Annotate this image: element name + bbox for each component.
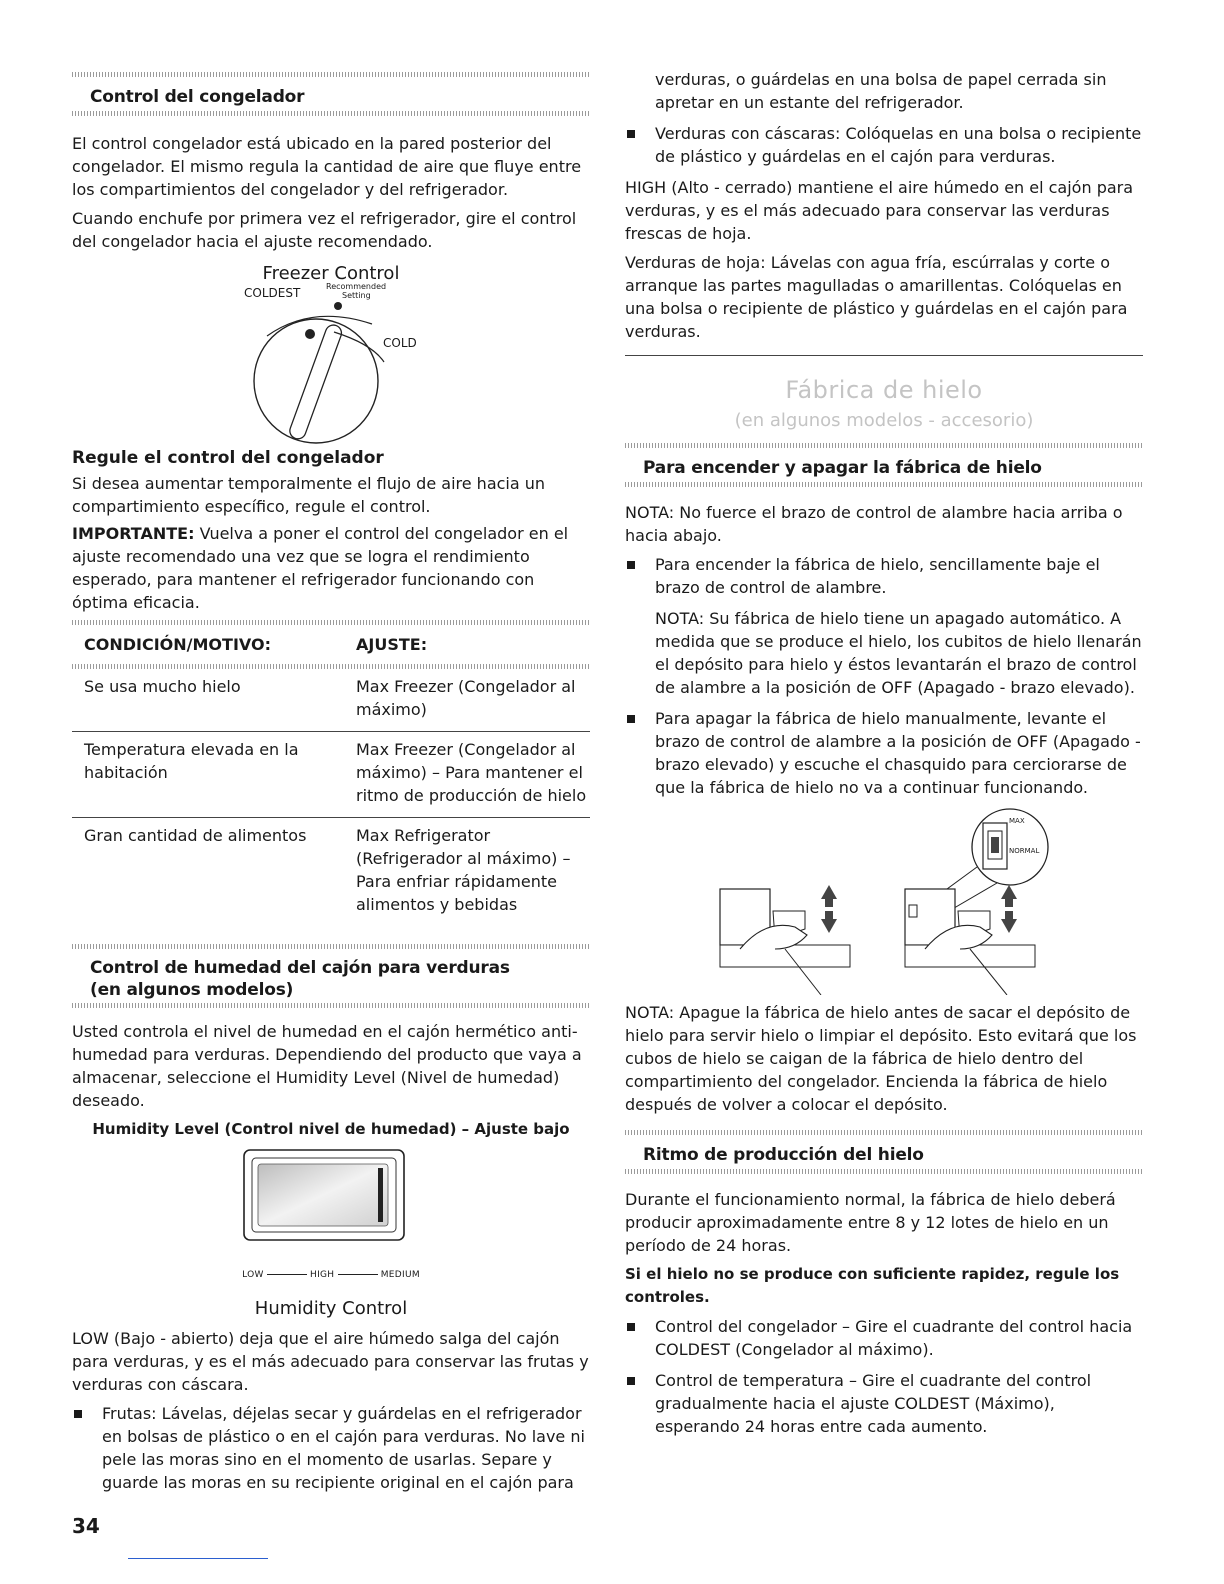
humidity-subtitle: Humidity Level (Control nivel de humedad) – Ajuste bajo bbox=[92, 1120, 570, 1138]
note-text: Su fábrica de hielo tiene un apagado automático. A medida que se produce el hielo, los cubitos de hielo llenarán el depósito para hielo y éstos levantarán el brazo de control de alambre a la posición de OFF (Apagado - brazo elevado). bbox=[655, 609, 1142, 697]
section-title-adjust-freezer: Regule el control del congelador bbox=[72, 448, 384, 468]
section-rule bbox=[625, 1130, 1143, 1135]
switch-label-normal: NORMAL bbox=[1009, 847, 1040, 855]
footer-link-line bbox=[128, 1558, 268, 1559]
table-header-row bbox=[72, 625, 590, 664]
table-row bbox=[72, 669, 590, 732]
table-header-condition: CONDICIÓN/MOTIVO: bbox=[84, 635, 271, 654]
scale-label-low: LOW bbox=[242, 1270, 264, 1280]
important-text: Vuelva a poner el control del congelador en el ajuste recomendado una vez que se logra el rendimiento esperado, para mantener el refrigerador funcionando con óptima eficacia. bbox=[72, 524, 569, 612]
list-item: Verduras con cáscaras: Colóquelas en una bolsa o recipiente de plástico y guárdelas en el cajón para verduras. bbox=[625, 122, 1143, 168]
scale-label-high: HIGH bbox=[310, 1270, 335, 1280]
dial-label-coldest: COLDEST bbox=[244, 286, 301, 300]
section-rule bbox=[72, 72, 590, 77]
table-cell-adjust: Max Refrigerator (Refrigerador al máximo) – Para enfriar rápidamente alimentos y bebidas bbox=[356, 826, 571, 914]
list-item: Frutas: Lávelas, déjelas secar y guárdelas en el refrigerador en bolsas de plástico o en el cajón para verduras. No lave ni pele las moras sino en el momento de usarlas. Separe y guarde las moras en su recipiente original en el cajón para bbox=[72, 1402, 590, 1494]
note-paragraph bbox=[625, 501, 1143, 547]
section-title-humidity bbox=[72, 957, 590, 1001]
table-cell-condition: Temperatura elevada en la habitación bbox=[72, 732, 344, 818]
ice-maker-subheading: (en algunos modelos - accesorio) bbox=[734, 410, 1034, 431]
scale-label-medium: MEDIUM bbox=[380, 1270, 420, 1280]
bullet-list bbox=[625, 1315, 1143, 1438]
figure-title-freezer-control: Freezer Control bbox=[262, 263, 400, 284]
note-paragraph bbox=[625, 1001, 1143, 1116]
freezer-control-dial-figure bbox=[72, 284, 590, 444]
page-number: 34 bbox=[72, 1514, 100, 1538]
section-title-ice-rate: Ritmo de producción del hielo bbox=[643, 1145, 924, 1165]
important-label: IMPORTANTE: bbox=[72, 524, 195, 543]
paragraph-continued: verduras, o guárdelas en una bolsa de papel cerrada sin apretar en un estante del refrigerador. bbox=[655, 70, 1107, 112]
paragraph: Si desea aumentar temporalmente el flujo de aire hacia un compartimiento específico, regule el control. bbox=[72, 474, 546, 516]
switch-label-max: MAX bbox=[1009, 817, 1025, 825]
note-label: NOTA: bbox=[655, 609, 705, 628]
section-rule bbox=[72, 944, 590, 949]
table-cell-condition: Se usa mucho hielo bbox=[72, 669, 344, 732]
list-item: Control de temperatura – Gire el cuadrante del control gradualmente hacia el ajuste COLDEST (Máximo), esperando 24 horas entre cada aumento. bbox=[625, 1369, 1143, 1438]
bold-paragraph: Si el hielo no se produce con suficiente rapidez, regule los controles. bbox=[625, 1265, 1120, 1306]
paragraph: El control congelador está ubicado en la pared posterior del congelador. El mismo regula la cantidad de aire que fluye entre los compartimientos del congelador y del refrigerador. bbox=[72, 134, 582, 199]
bullet-list bbox=[625, 122, 1143, 168]
paragraph: LOW (Bajo - abierto) deja que el aire húmedo salga del cajón para verduras, y es el más adecuado para conservar las frutas y verduras con cáscara. bbox=[72, 1329, 589, 1394]
note-paragraph bbox=[655, 607, 1143, 699]
list-item: Control del congelador – Gire el cuadrante del control hacia COLDEST (Congelador al máximo). bbox=[625, 1315, 1143, 1361]
freezer-dial-icon bbox=[72, 284, 590, 444]
list-item bbox=[625, 553, 1143, 699]
ice-maker-illustration-icon bbox=[625, 799, 1143, 995]
right-column bbox=[625, 0, 1143, 1438]
dial-label-cold: COLD bbox=[383, 336, 417, 350]
section-rule bbox=[625, 443, 1143, 448]
section-title-humidity-line2: (en algunos modelos) bbox=[90, 980, 294, 1000]
table-cell-adjust: Max Freezer (Congelador al máximo) – Para mantener el ritmo de producción de hielo bbox=[344, 732, 590, 818]
table-header-adjust: AJUSTE: bbox=[356, 635, 428, 654]
humidity-slider-icon bbox=[72, 1148, 590, 1248]
note-label: NOTA: bbox=[625, 503, 675, 522]
adjustment-table bbox=[72, 625, 590, 926]
paragraph: Verduras de hoja: Lávelas con agua fría, escúrralas y corte o arranque las partes magulladas o amarillentas. Colóquelas en una bolsa o recipiente de plástico y guárdelas en el cajón para verduras. bbox=[625, 253, 1128, 341]
paragraph: Cuando enchufe por primera vez el refrigerador, gire el control del congelador hacia el ajuste recomendado. bbox=[72, 209, 577, 251]
list-item: Para apagar la fábrica de hielo manualmente, levante el brazo de control de alambre a la posición de OFF (Apagado - brazo elevado) y escuche el chasquido para cerciorarse de que la fábrica de hielo no va a continuar funcionando. bbox=[625, 707, 1143, 799]
humidity-scale-labels bbox=[72, 1270, 590, 1280]
left-column bbox=[72, 0, 590, 1494]
note-label: NOTA: bbox=[625, 1003, 675, 1022]
humidity-control-figure bbox=[72, 1148, 590, 1298]
paragraph-important bbox=[72, 522, 590, 614]
table-cell-condition: Gran cantidad de alimentos bbox=[84, 826, 307, 845]
table-row bbox=[72, 732, 590, 818]
list-item-text: Para encender la fábrica de hielo, sencillamente baje el brazo de control de alambre. bbox=[655, 555, 1100, 597]
dial-label-setting: Setting bbox=[342, 291, 371, 300]
paragraph: HIGH (Alto - cerrado) mantiene el aire húmedo en el cajón para verduras, y es el más adecuado para conservar las verduras frescas de hoja. bbox=[625, 178, 1134, 243]
bullet-list bbox=[625, 553, 1143, 799]
bullet-list bbox=[72, 1402, 590, 1494]
note-text: Apague la fábrica de hielo antes de sacar el depósito de hielo para servir hielo o limpiar el depósito. Esto evitará que los cubos de hielo se caigan de la fábrica de hielo dentro del compartimiento del congelador. Encienda la fábrica de hielo después de volver a colocar el depósito. bbox=[625, 1003, 1137, 1114]
section-title-humidity-line1: Control de humedad del cajón para verduras bbox=[90, 958, 510, 978]
dial-label-recommended: Recommended bbox=[326, 282, 387, 291]
section-title-ice-on-off: Para encender y apagar la fábrica de hielo bbox=[643, 458, 1042, 478]
note-text: No fuerce el brazo de control de alambre hacia arriba o hacia abajo. bbox=[625, 503, 1123, 545]
section-title-freezer-control: Control del congelador bbox=[90, 87, 305, 107]
table-row bbox=[72, 818, 590, 927]
table-cell-adjust: Max Freezer (Congelador al máximo) bbox=[344, 669, 590, 732]
ice-maker-heading: Fábrica de hielo bbox=[785, 376, 983, 404]
paragraph: Usted controla el nivel de humedad en el cajón hermético anti-humedad para verduras. Dependiendo del producto que vaya a almacenar, seleccione el Humidity Level (Nivel de humedad) deseado. bbox=[72, 1022, 582, 1110]
paragraph: Durante el funcionamiento normal, la fábrica de hielo deberá producir aproximadamente entre 8 y 12 lotes de hielo en un período de 24 horas. bbox=[625, 1190, 1116, 1255]
ice-maker-figure bbox=[625, 799, 1143, 995]
figure-title-humidity-control: Humidity Control bbox=[254, 1298, 408, 1319]
